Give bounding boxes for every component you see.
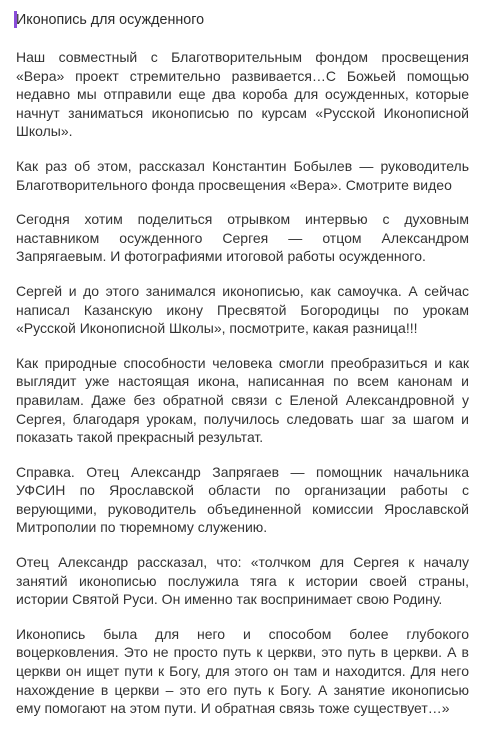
article: [16, 10, 469, 734]
paragraph-1[interactable]: Наш совместный с Благотворительным фондом просвещения «Вера» проект стремительно развивается…С Божьей помощью недавно мы отправили еще два короба для осужденных, которые начнут заниматься иконописью по курсам «Русской Иконописной Школы».: [16, 49, 469, 140]
title-row: [16, 10, 469, 32]
paragraph-8[interactable]: Иконопись была для него и способом более глубокого воцерковления. Это не просто путь к церкви, это путь в церкви. А в церкви он ищет пути к Богу, для этого он там и находится. Для него нахождение в церкви – это его путь к Богу. А занятие иконописью ему помогают на этом пути. И обратная связь тоже существует…»: [16, 625, 469, 717]
paragraph-3[interactable]: Сегодня хотим поделиться отрывком интервью с духовным наставником осужденного Сергея — отцом Александром Запрягаевым. И фотографиями итоговой работы осужденного.: [16, 211, 469, 265]
post-title[interactable]: Иконопись для осужденного: [16, 12, 205, 28]
paragraph-4[interactable]: Сергей и до этого занимался иконописью, как самоучка. А сейчас написал Казанскую икону Пресвятой Богородицы по урокам «Русской Иконописной Школы», посмотрите, какая разница!!!: [16, 282, 469, 337]
paragraph-7[interactable]: Отец Александр рассказал, что: «толчком для Сергея к началу занятий иконописью послужила тяга к истории своей страны, истории Святой Руси. Он именно так воспринимает свою Родину.: [16, 554, 469, 608]
paragraph-5[interactable]: Как природные способности человека смогли преобразиться и как выглядит уже настоящая икона, написанная по всем канонам и правилам. Даже без обратной связи с Еленой Александровной у Сергея, благодаря урокам, получилось следовать шаг за шагом и показать такой прекрасный результат.: [16, 354, 469, 446]
paragraph-2[interactable]: Как раз об этом, рассказал Константин Бобылев — руководитель Благотворительного фонда просвещения «Вера». Смотрите видео: [16, 157, 469, 193]
paragraph-6[interactable]: Справка. Отец Александр Запрягаев — помощник начальника УФСИН по Ярославской области по организации работы с верующими, руководитель объединенной комиссии Ярославской Митрополии по тюремному служению.: [16, 463, 469, 536]
